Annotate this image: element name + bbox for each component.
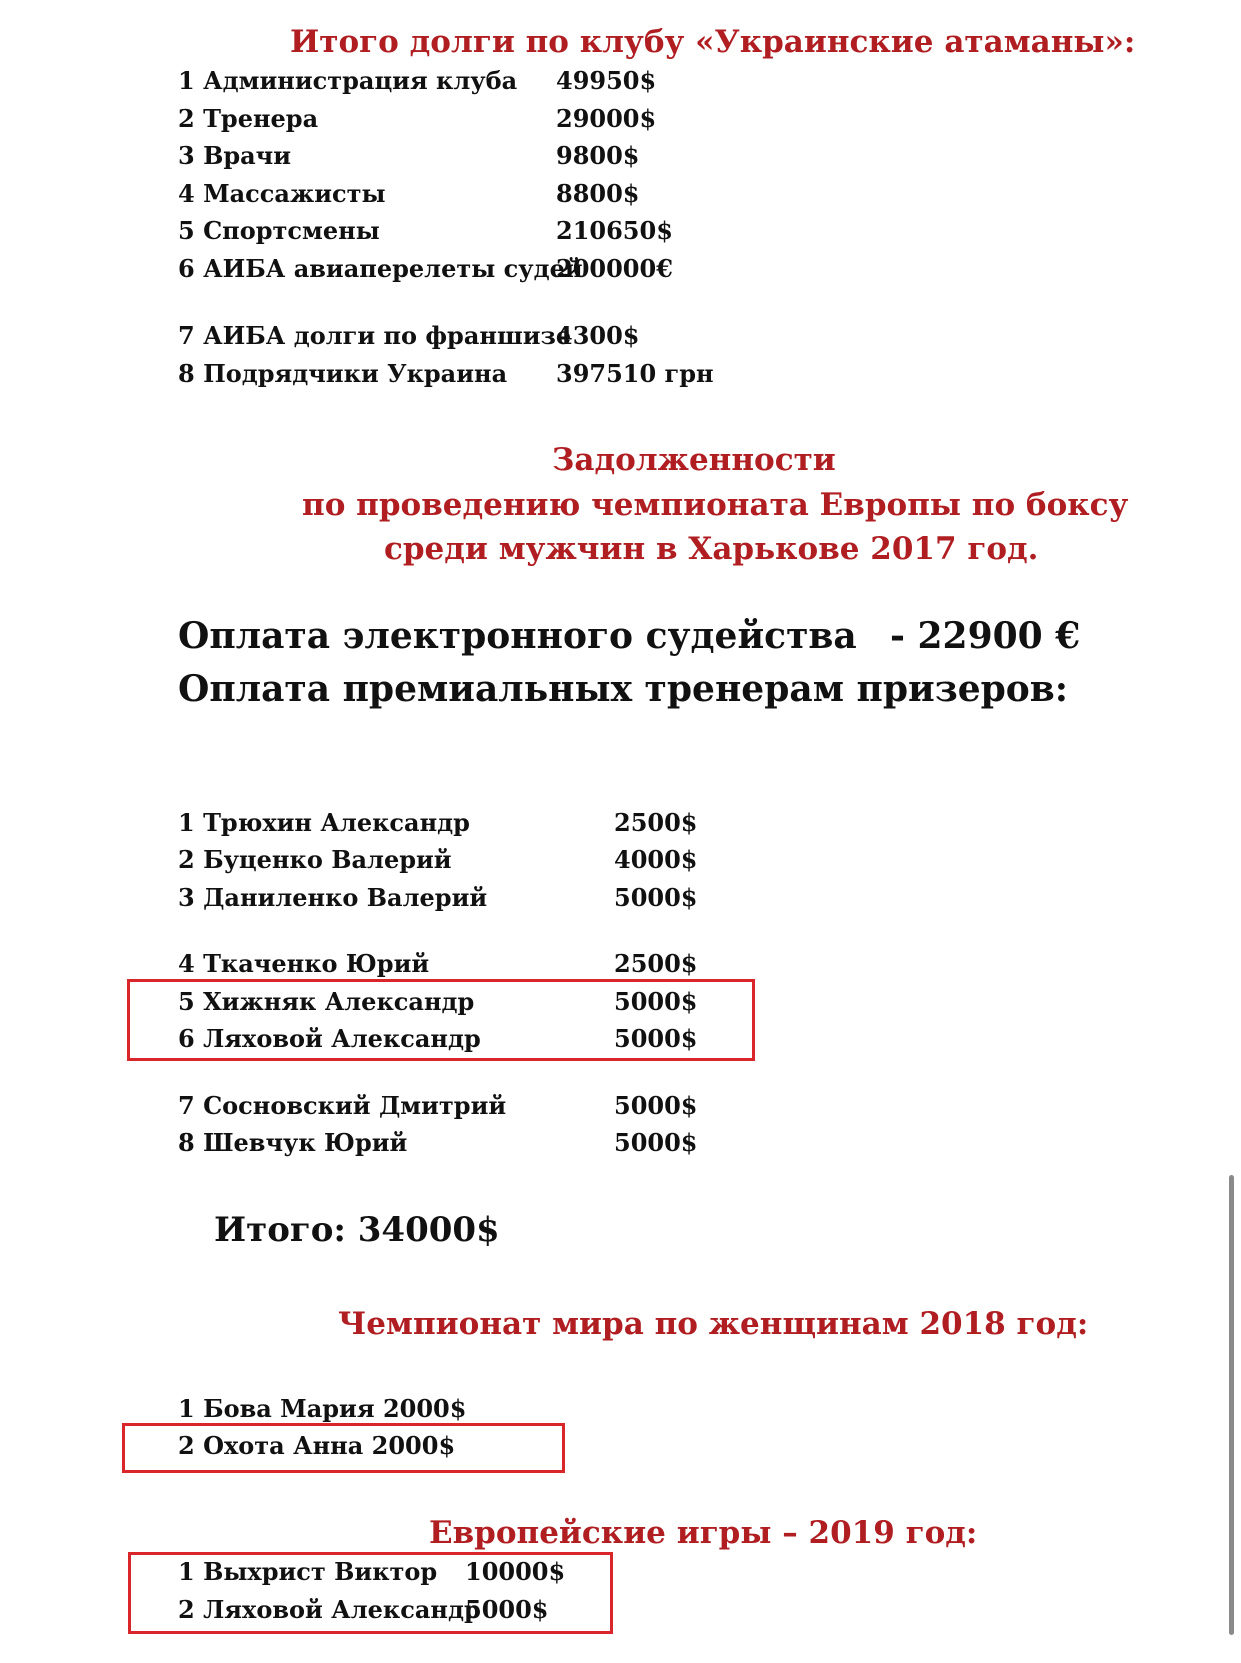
payment-electronic-judging-label: Оплата электронного судейства bbox=[178, 615, 857, 657]
list-item bbox=[178, 254, 583, 283]
item-number: 1 bbox=[178, 1557, 195, 1586]
item-number: 6 bbox=[178, 1024, 195, 1053]
item-number: 3 bbox=[178, 141, 195, 170]
item-value: 2500$ bbox=[614, 808, 698, 837]
highlight-box bbox=[127, 979, 755, 1061]
item-value: 4300$ bbox=[556, 321, 640, 350]
item-label: Администрация клуба bbox=[203, 66, 518, 95]
list-item bbox=[178, 1394, 466, 1423]
highlight-box bbox=[122, 1423, 565, 1473]
item-label: Врачи bbox=[203, 141, 292, 170]
item-number: 4 bbox=[178, 179, 195, 208]
list-item bbox=[178, 179, 386, 208]
item-label: Ляховой Александр bbox=[203, 1595, 481, 1624]
item-label: Сосновский Дмитрий bbox=[203, 1091, 507, 1120]
section2-title-line2: по проведению чемпионата Европы по боксу bbox=[302, 487, 1129, 523]
item-value: 29000$ bbox=[556, 104, 657, 133]
item-value: 2500$ bbox=[614, 949, 698, 978]
scrollbar[interactable] bbox=[1229, 1175, 1234, 1635]
list-item bbox=[178, 845, 452, 874]
item-number: 7 bbox=[178, 1091, 195, 1120]
item-value: 2000$ bbox=[382, 1394, 467, 1423]
section2-title-line3: среди мужчин в Харькове 2017 год. bbox=[384, 531, 1039, 567]
section2-total: Итого: 34000$ bbox=[214, 1210, 500, 1250]
item-value: 5000$ bbox=[614, 987, 698, 1016]
item-value: 5000$ bbox=[465, 1595, 549, 1624]
section2-title-line1: Задолженности bbox=[552, 442, 836, 478]
list-item bbox=[178, 1128, 407, 1157]
item-label: Ляховой Александр bbox=[203, 1024, 481, 1053]
item-number: 1 bbox=[178, 66, 195, 95]
item-number: 6 bbox=[178, 254, 195, 283]
item-label: Хижняк Александр bbox=[203, 987, 475, 1016]
item-value: 5000$ bbox=[614, 883, 698, 912]
item-number: 4 bbox=[178, 949, 195, 978]
list-item bbox=[178, 216, 380, 245]
item-number: 8 bbox=[178, 359, 195, 388]
item-label: АИБА авиаперелеты судей bbox=[203, 254, 583, 283]
item-value: 9800$ bbox=[556, 141, 640, 170]
item-number: 2 bbox=[178, 845, 195, 874]
payment-electronic-judging-value: - 22900 € bbox=[890, 615, 1081, 657]
item-label: Массажисты bbox=[203, 179, 386, 208]
item-label: Выхрист Виктор bbox=[203, 1557, 438, 1586]
item-label: Трюхин Александр bbox=[203, 808, 470, 837]
item-label: Ткаченко Юрий bbox=[203, 949, 430, 978]
item-label: АИБА долги по франшизе bbox=[203, 321, 572, 350]
list-item bbox=[178, 949, 429, 978]
item-number: 2 bbox=[178, 1431, 195, 1460]
item-label: Подрядчики Украина bbox=[203, 359, 508, 388]
item-number: 1 bbox=[178, 808, 195, 837]
section4-title: Европейские игры – 2019 год: bbox=[429, 1515, 978, 1551]
item-label: Охота Анна bbox=[203, 1431, 364, 1460]
section3-title: Чемпионат мира по женщинам 2018 год: bbox=[338, 1306, 1089, 1342]
item-value: 2000$ bbox=[371, 1431, 456, 1460]
highlight-box bbox=[128, 1552, 613, 1634]
item-number: 7 bbox=[178, 321, 195, 350]
item-value: 200000€ bbox=[556, 254, 673, 283]
item-number: 3 bbox=[178, 883, 195, 912]
item-value: 5000$ bbox=[614, 1128, 698, 1157]
item-number: 5 bbox=[178, 216, 195, 245]
item-number: 8 bbox=[178, 1128, 195, 1157]
item-label: Бова Мария bbox=[203, 1394, 375, 1423]
list-item bbox=[178, 808, 470, 837]
item-label: Даниленко Валерий bbox=[203, 883, 488, 912]
payment-coach-bonus-label: Оплата премиальных тренерам призеров: bbox=[178, 668, 1069, 710]
list-item bbox=[178, 66, 517, 95]
list-item bbox=[178, 104, 318, 133]
item-number: 5 bbox=[178, 987, 195, 1016]
item-label: Шевчук Юрий bbox=[203, 1128, 408, 1157]
item-label: Тренера bbox=[203, 104, 319, 133]
list-item bbox=[178, 1091, 506, 1120]
list-item bbox=[178, 321, 571, 350]
item-number: 1 bbox=[178, 1394, 195, 1423]
item-value: 210650$ bbox=[556, 216, 673, 245]
list-item bbox=[178, 359, 507, 388]
list-item bbox=[178, 141, 291, 170]
item-label: Буценко Валерий bbox=[203, 845, 452, 874]
item-number: 2 bbox=[178, 1595, 195, 1624]
item-value: 10000$ bbox=[465, 1557, 566, 1586]
item-value: 8800$ bbox=[556, 179, 640, 208]
item-value: 5000$ bbox=[614, 1091, 698, 1120]
section1-title: Итого долги по клубу «Украинские атаманы»: bbox=[290, 24, 1136, 60]
item-value: 49950$ bbox=[556, 66, 657, 95]
item-value: 4000$ bbox=[614, 845, 698, 874]
item-value: 397510 грн bbox=[556, 359, 714, 388]
list-item bbox=[178, 883, 487, 912]
item-label: Спортсмены bbox=[203, 216, 380, 245]
item-number: 2 bbox=[178, 104, 195, 133]
item-value: 5000$ bbox=[614, 1024, 698, 1053]
